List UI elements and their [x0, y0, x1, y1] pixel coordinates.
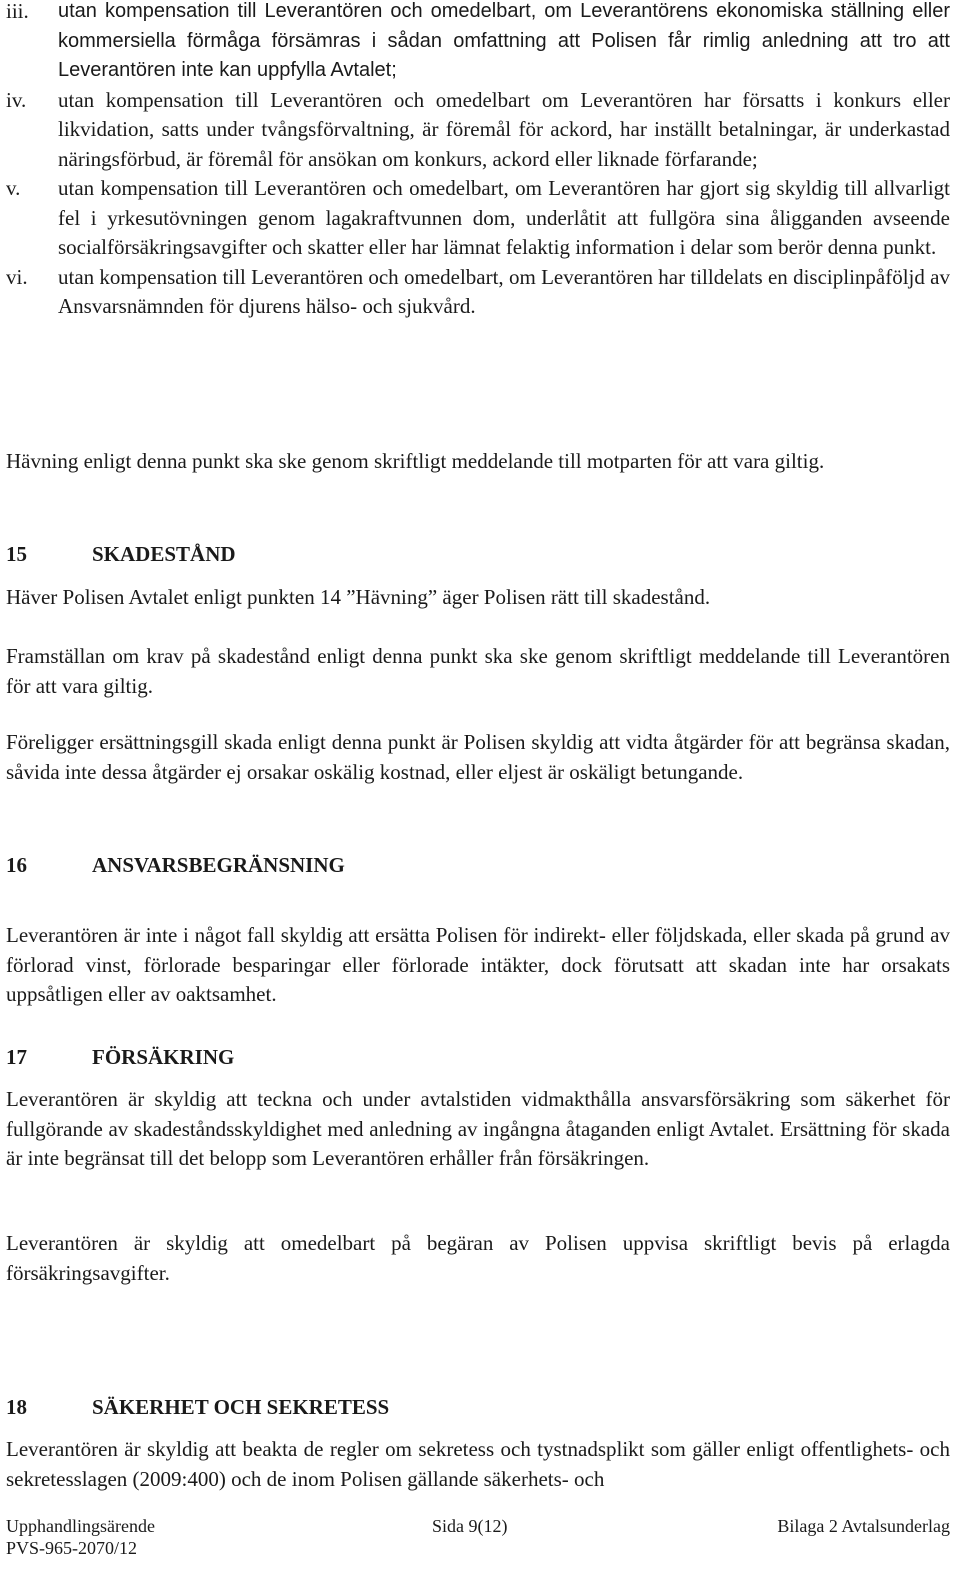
section-16-paragraph-1: Leverantören är inte i något fall skyldig att ersätta Polisen för indirekt- eller följdskada, eller skada på grund av förlorad vinst, förlorade besparingar eller förlorade intäkter, dock förutsatt att skadan inte har orsakats uppsåtligen eller av oaktsamhet. [6, 923, 950, 1006]
footer-page-number: Sida 9(12) [432, 1516, 508, 1536]
list-item-text: utan kompensation till Leverantören och omedelbart, om Leverantören har gjort sig skyldig till allvarligt fel i yrkesutövningen genom lagakraftvunnen dom, underlåtit att fullgöra sina åligganden avseende socialförsäkringsavgifter och skatter eller har lämnat felaktig information i delar som berör denna punkt. [58, 176, 950, 259]
section-number: 18 [6, 1395, 27, 1419]
list-item-text: utan kompensation till Leverantören och omedelbart om Leverantören har försatts i konkurs eller likvidation, satts under tvångsförvaltning, är föremål för ackord, har inställt betalningar, är underkastad näringsförbud, är föremål för ansökan om konkurs, ackord eller liknade förfarande; [58, 87, 950, 171]
list-item-v [6, 174, 950, 263]
section-15-paragraph-1: Häver Polisen Avtalet enligt punkten 14 ”Hävning” äger Polisen rätt till skadestånd. [6, 585, 711, 609]
section-17-paragraph-1: Leverantören är skyldig att teckna och under avtalstiden vidmakthålla ansvarsförsäkring som säkerhet för fullgörande av skadeståndsskyldighet med anledning av ingångna åtaganden enligt Avtalet. Ersättning för skada är inte begränsat till det belopp som Leverantören erhåller från försäkringen. [6, 1087, 950, 1170]
section-title: SKADESTÅND [92, 542, 236, 566]
section-title: SÄKERHET OCH SEKRETESS [92, 1395, 390, 1419]
list-marker: iv. [6, 87, 27, 112]
list-item-text: utan kompensation till Leverantören och omedelbart, om Leverantörens ekonomiska ställning eller kommersiella förmåga försämras i sådan omfattning att Polisen får rimlig anledning att tro att Leverantören inte kan uppfylla Avtalet; [58, 0, 950, 81]
section-number: 17 [6, 1045, 27, 1069]
list-item-vi [6, 263, 950, 322]
termination-list [6, 0, 950, 322]
section-17-heading [6, 1043, 234, 1073]
section-15-paragraph-2: Framställan om krav på skadestånd enligt denna punkt ska ske genom skriftligt meddelande till Leverantören för att vara giltig. [6, 644, 950, 698]
section-number: 15 [6, 542, 27, 566]
section-17-paragraph-2: Leverantören är skyldig att omedelbart på begäran av Polisen uppvisa skriftligt bevis på erlagda försäkringsavgifter. [6, 1231, 950, 1285]
section-16-heading [6, 851, 345, 881]
list-marker: v. [6, 176, 21, 200]
list-item-text: utan kompensation till Leverantören och omedelbart, om Leverantören har tilldelats en disciplinpåföljd av Ansvarsnämnden för djurens hälso- och sjukvård. [58, 264, 950, 318]
section-18-heading [6, 1393, 389, 1423]
list-item-iv [6, 86, 950, 175]
section-15-paragraph-3: Föreligger ersättningsgill skada enligt denna punkt är Polisen skyldig att vidta åtgärder för att begränsa skadan, såvida inte dessa åtgärder ej orsakar oskälig kostnad, eller eljest är oskäligt betungande. [6, 730, 950, 784]
section-number: 16 [6, 853, 27, 877]
footer-case-label: Upphandlingsärende [6, 1516, 155, 1536]
section-title: FÖRSÄKRING [92, 1045, 235, 1069]
havning-paragraph: Hävning enligt denna punkt ska ske genom skriftligt meddelande till motparten för att vara giltig. [6, 449, 825, 473]
footer-reference-number: PVS-965-2070/12 [6, 1538, 138, 1558]
footer-attachment-label: Bilaga 2 Avtalsunderlag [777, 1516, 950, 1536]
list-item-iii [6, 0, 950, 86]
list-marker: vi. [6, 264, 28, 289]
list-marker: iii. [6, 0, 29, 23]
section-18-paragraph-1: Leverantören är skyldig att beakta de regler om sekretess och tystnadsplikt som gäller enligt offentlighets- och sekretesslagen (2009:400) och de inom Polisen gällande säkerhets- och [6, 1437, 950, 1491]
section-15-heading [6, 540, 236, 570]
page-footer [6, 1515, 950, 1559]
section-title: ANSVARSBEGRÄNSNING [92, 853, 345, 877]
